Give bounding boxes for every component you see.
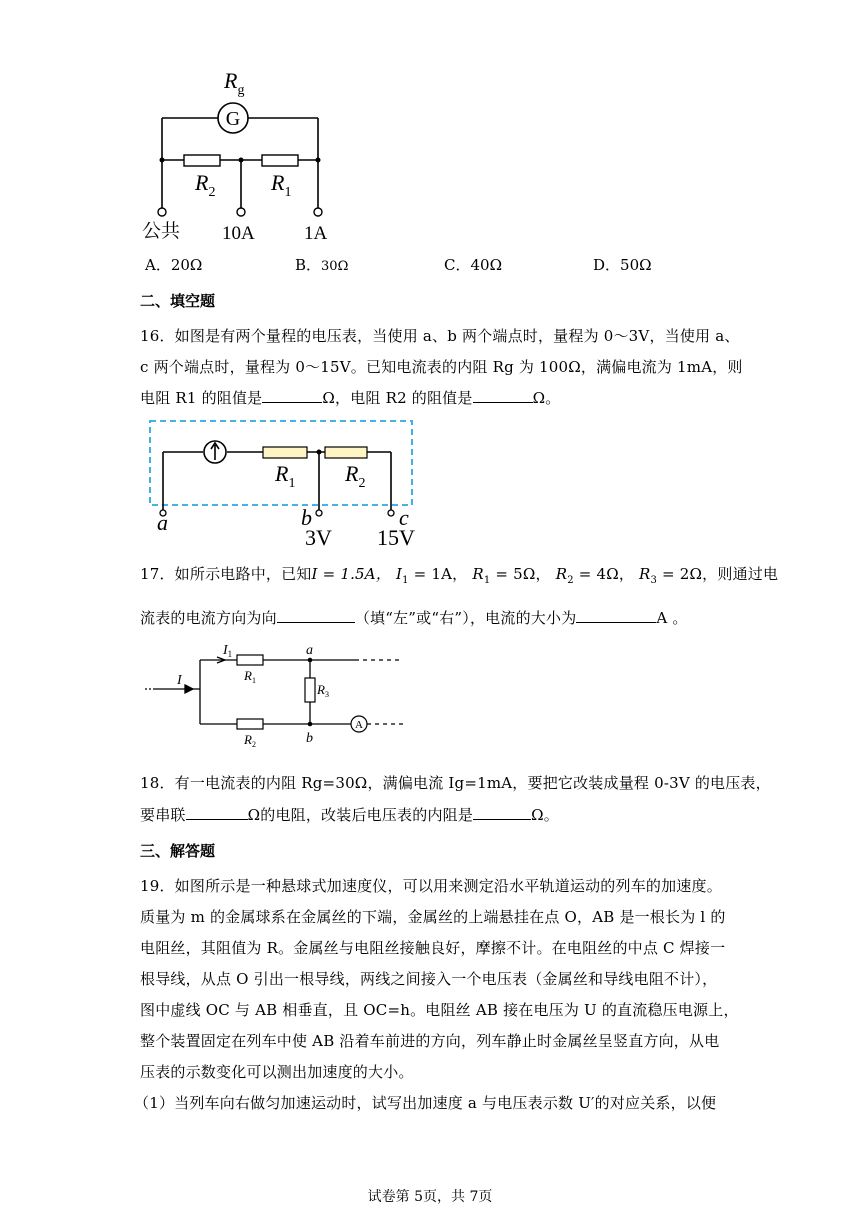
option-c: C．40Ω	[444, 256, 503, 274]
q16-line-2: c 两个端点时，量程为 0～15V。已知电流表的内阻 Rg 为 100Ω，满偏电流为 1mA，则	[140, 358, 743, 376]
q18-line-2: 要串联 Ω的电阻，改装后电压表的内阻是 Ω。	[140, 806, 559, 824]
node-a-label: a	[306, 643, 313, 658]
section-title-answer: 三、解答题	[140, 842, 216, 860]
resistor-r3	[305, 678, 315, 702]
resistor-r1	[263, 447, 307, 458]
resistor-r2	[325, 447, 367, 458]
q19-line-6: 整个装置固定在列车中使 AB 沿着车前进的方向，列车静止时金属丝呈竖直方向，从电	[140, 1032, 720, 1050]
r2-label: $R_2$	[345, 461, 366, 491]
terminal-common-label: 公共	[142, 221, 181, 242]
answer-blank-r1[interactable]	[262, 388, 322, 403]
option-b: B．30Ω	[295, 256, 349, 274]
terminal-1a-label: 1A	[304, 223, 328, 244]
resistor-r1	[237, 655, 263, 665]
r1-label: $R_1$	[271, 170, 292, 200]
terminal-common	[158, 208, 166, 216]
rg-label: $R_g$	[224, 68, 245, 98]
terminal-b	[316, 510, 322, 516]
ammeter-label: A	[355, 719, 363, 731]
r1-label: $R_1$	[275, 461, 296, 491]
q17-line-1: 17．如所示电路中，已知I = 1.5A， $I_1 = 1A$， $R_1 = 5\Omega$， $R_2 = 4\Omega$， $R_3 = 2\Omega$，则通过电	[140, 565, 779, 586]
q18-line-1: 18．有一电流表的内阻 Rg=30Ω，满偏电流 Ig=1mA，要把它改装成量程 0-3V 的电压表，	[140, 774, 771, 792]
answer-blank-current[interactable]	[576, 608, 656, 623]
answer-blank-direction[interactable]	[277, 608, 355, 623]
option-d: D．50Ω	[593, 256, 652, 274]
terminal-1a	[314, 208, 322, 216]
answer-blank-internal-resistance[interactable]	[473, 805, 531, 820]
r3-label: $R_3$	[317, 682, 329, 699]
q19-line-1: 19．如图所示是一种悬球式加速度仪，可以用来测定沿水平轨道运动的列车的加速度。	[140, 877, 722, 895]
label-15v: 15V	[377, 525, 415, 550]
r2-label: $R_2$	[244, 732, 256, 749]
resistor-r1	[262, 155, 298, 166]
answer-blank-r2[interactable]	[473, 388, 533, 403]
q19-line-2: 质量为 m 的金属球系在金属丝的下端，金属丝的上端悬挂在点 O，AB 是一根长为 l 的	[140, 908, 726, 926]
page-footer: 试卷第 5页，共 7页	[367, 1189, 493, 1205]
figure-q17-circuit	[145, 640, 415, 755]
section-title-fill-in: 二、填空题	[140, 292, 216, 310]
q16-line-1: 16．如图是有两个量程的电压表，当使用 a、b 两个端点时，量程为 0～3V，当使用 a、	[140, 327, 740, 345]
label-b: b	[301, 505, 312, 530]
label-3v: 3V	[305, 525, 332, 550]
figure-q16-circuit	[145, 415, 435, 550]
galvanometer-label: G	[225, 108, 241, 130]
label-a: a	[157, 510, 168, 535]
resistor-r2	[184, 155, 220, 166]
q19-line-4: 根导线，从点 O 引出一根导线，两线之间接入一个电压表（金属丝和导线电阻不计），	[140, 970, 718, 988]
q16-line-3: 电阻 R1 的阻值是 Ω，电阻 R2 的阻值是 Ω。	[140, 389, 561, 407]
r1-label: $R_1$	[244, 668, 256, 685]
figure-q15-circuit	[140, 62, 360, 247]
label-c: c	[399, 505, 409, 530]
resistor-r2	[237, 719, 263, 729]
terminal-10a-label: 10A	[222, 223, 255, 244]
answer-blank-series-resistor[interactable]	[186, 805, 248, 820]
q19-line-8: （1）当列车向右做匀加速运动时，试写出加速度 a 与电压表示数 U′的对应关系，以便	[134, 1094, 717, 1112]
q19-line-7: 压表的示数变化可以测出加速度的大小。	[140, 1063, 414, 1081]
node-b-label: b	[306, 731, 313, 746]
option-a: A．20Ω	[145, 256, 203, 274]
terminal-c	[388, 510, 394, 516]
terminal-10a	[237, 208, 245, 216]
q19-line-3: 电阻丝，其阻值为 R。金属丝与电阻丝接触良好，摩擦不计。在电阻丝的中点 C 焊接一	[140, 939, 726, 957]
q17-line-2: 流表的电流方向为向 （填“左”或“右”），电流的大小为 A 。	[140, 609, 688, 627]
i1-label: $I_1$	[223, 643, 233, 659]
q19-line-5: 图中虚线 OC 与 AB 相垂直，且 OC=h。电阻丝 AB 接在电压为 U 的直流稳压电源上，	[140, 1001, 739, 1019]
i-label: I	[177, 673, 182, 688]
r2-label: $R_2$	[195, 170, 216, 200]
